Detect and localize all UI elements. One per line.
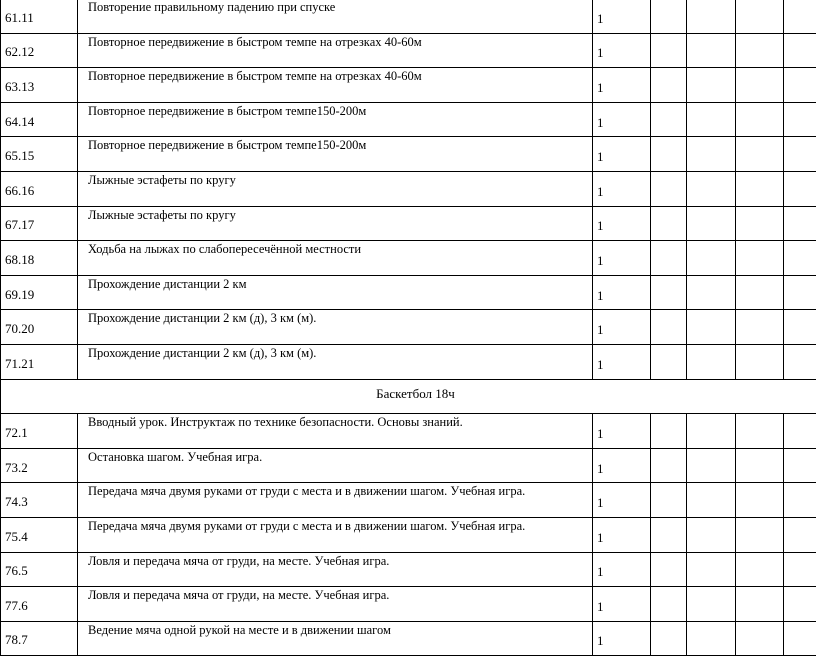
date-cell	[687, 517, 736, 552]
lesson-hours-cell: 1	[593, 206, 651, 241]
lesson-hours-cell: 1	[593, 344, 651, 379]
table-row	[1, 310, 816, 345]
date-cell	[736, 517, 784, 552]
lesson-hours-cell: 1	[593, 275, 651, 310]
date-cell	[784, 310, 816, 345]
table-row	[1, 414, 816, 449]
lesson-number-cell: 72.1	[1, 414, 78, 449]
date-cell	[687, 33, 736, 68]
date-cell	[736, 171, 784, 206]
lesson-topic-cell: Передача мяча двумя руками от груди с места и в движении шагом. Учебная игра.	[78, 483, 593, 518]
date-cell	[687, 68, 736, 103]
lesson-number-cell: 64.14	[1, 102, 78, 137]
table-row	[1, 621, 816, 656]
date-cell	[784, 102, 816, 137]
lesson-hours-cell: 1	[593, 517, 651, 552]
date-cell	[736, 310, 784, 345]
date-cell	[687, 275, 736, 310]
lesson-number-cell: 78.7	[1, 621, 78, 656]
date-cell	[736, 587, 784, 622]
table-row	[1, 483, 816, 518]
lesson-number-cell: 63.13	[1, 68, 78, 103]
date-cell	[736, 0, 784, 33]
date-cell	[736, 102, 784, 137]
date-cell	[784, 68, 816, 103]
lesson-topic-cell: Прохождение дистанции 2 км	[78, 275, 593, 310]
date-cell	[736, 552, 784, 587]
date-cell	[784, 137, 816, 172]
date-cell	[784, 206, 816, 241]
table-row	[1, 171, 816, 206]
lesson-number-cell: 77.6	[1, 587, 78, 622]
lesson-topic-cell: Передача мяча двумя руками от груди с места и в движении шагом. Учебная игра.	[78, 517, 593, 552]
lesson-topic-cell: Ловля и передача мяча от груди, на месте. Учебная игра.	[78, 552, 593, 587]
date-cell	[651, 517, 687, 552]
section-title: Баскетбол 18ч	[1, 379, 816, 414]
date-cell	[687, 552, 736, 587]
date-cell	[736, 206, 784, 241]
table-row	[1, 102, 816, 137]
lesson-number-cell: 66.16	[1, 171, 78, 206]
lesson-topic-cell: Повторное передвижение в быстром темпе150-200м	[78, 102, 593, 137]
table-row	[1, 137, 816, 172]
date-cell	[651, 448, 687, 483]
date-cell	[784, 483, 816, 518]
lesson-hours-cell: 1	[593, 448, 651, 483]
lesson-hours-cell: 1	[593, 33, 651, 68]
date-cell	[784, 621, 816, 656]
lesson-number-cell: 67.17	[1, 206, 78, 241]
date-cell	[651, 552, 687, 587]
date-cell	[651, 621, 687, 656]
table-row	[1, 275, 816, 310]
lesson-number-cell: 68.18	[1, 241, 78, 276]
date-cell	[784, 275, 816, 310]
date-cell	[687, 206, 736, 241]
date-cell	[784, 552, 816, 587]
date-cell	[784, 0, 816, 33]
lesson-hours-cell: 1	[593, 621, 651, 656]
date-cell	[736, 68, 784, 103]
lesson-hours-cell: 1	[593, 310, 651, 345]
date-cell	[784, 171, 816, 206]
date-cell	[687, 310, 736, 345]
table-row	[1, 0, 816, 33]
lesson-topic-cell: Прохождение дистанции 2 км (д), 3 км (м).	[78, 344, 593, 379]
date-cell	[687, 171, 736, 206]
date-cell	[736, 241, 784, 276]
lesson-hours-cell: 1	[593, 68, 651, 103]
date-cell	[736, 483, 784, 518]
date-cell	[651, 310, 687, 345]
lesson-number-cell: 65.15	[1, 137, 78, 172]
table-row	[1, 587, 816, 622]
date-cell	[736, 344, 784, 379]
date-cell	[784, 33, 816, 68]
lesson-number-cell: 69.19	[1, 275, 78, 310]
date-cell	[736, 275, 784, 310]
date-cell	[736, 137, 784, 172]
lesson-topic-cell: Прохождение дистанции 2 км (д), 3 км (м).	[78, 310, 593, 345]
date-cell	[687, 587, 736, 622]
date-cell	[736, 414, 784, 449]
table-row	[1, 344, 816, 379]
lesson-number-cell: 73.2	[1, 448, 78, 483]
date-cell	[687, 102, 736, 137]
date-cell	[651, 275, 687, 310]
date-cell	[651, 241, 687, 276]
lesson-topic-cell: Лыжные эстафеты по кругу	[78, 206, 593, 241]
lesson-hours-cell: 1	[593, 483, 651, 518]
date-cell	[784, 414, 816, 449]
date-cell	[651, 483, 687, 518]
table-row	[1, 68, 816, 103]
date-cell	[651, 137, 687, 172]
date-cell	[651, 206, 687, 241]
table-row	[1, 33, 816, 68]
lesson-topic-cell: Ведение мяча одной рукой на месте и в движении шагом	[78, 621, 593, 656]
lesson-hours-cell: 1	[593, 241, 651, 276]
date-cell	[651, 344, 687, 379]
lesson-number-cell: 61.11	[1, 0, 78, 33]
date-cell	[651, 0, 687, 33]
lesson-topic-cell: Повторное передвижение в быстром темпе150-200м	[78, 137, 593, 172]
date-cell	[651, 102, 687, 137]
date-cell	[687, 448, 736, 483]
lesson-topic-cell: Ходьба на лыжах по слабопересечённой местности	[78, 241, 593, 276]
date-cell	[784, 448, 816, 483]
lesson-hours-cell: 1	[593, 171, 651, 206]
lesson-topic-cell: Вводный урок. Инструктаж по технике безопасности. Основы знаний.	[78, 414, 593, 449]
lesson-number-cell: 71.21	[1, 344, 78, 379]
table-row	[1, 206, 816, 241]
date-cell	[784, 517, 816, 552]
date-cell	[736, 448, 784, 483]
date-cell	[687, 137, 736, 172]
table-row	[1, 241, 816, 276]
lesson-topic-cell: Повторное передвижение в быстром темпе на отрезках 40-60м	[78, 33, 593, 68]
section-row	[1, 379, 816, 414]
lesson-hours-cell: 1	[593, 414, 651, 449]
lesson-hours-cell: 1	[593, 552, 651, 587]
lesson-topic-cell: Повторное передвижение в быстром темпе на отрезках 40-60м	[78, 68, 593, 103]
date-cell	[687, 344, 736, 379]
date-cell	[651, 33, 687, 68]
lesson-hours-cell: 1	[593, 102, 651, 137]
lesson-topic-cell: Ловля и передача мяча от груди, на месте. Учебная игра.	[78, 587, 593, 622]
lesson-number-cell: 76.5	[1, 552, 78, 587]
lesson-number-cell: 62.12	[1, 33, 78, 68]
table-row	[1, 448, 816, 483]
lesson-hours-cell: 1	[593, 0, 651, 33]
date-cell	[651, 171, 687, 206]
date-cell	[687, 414, 736, 449]
lesson-hours-cell: 1	[593, 587, 651, 622]
date-cell	[651, 414, 687, 449]
lesson-topic-cell: Остановка шагом. Учебная игра.	[78, 448, 593, 483]
date-cell	[784, 587, 816, 622]
date-cell	[687, 483, 736, 518]
date-cell	[784, 344, 816, 379]
table-row	[1, 517, 816, 552]
table-row	[1, 552, 816, 587]
lesson-topic-cell: Лыжные эстафеты по кругу	[78, 171, 593, 206]
lesson-number-cell: 74.3	[1, 483, 78, 518]
date-cell	[687, 0, 736, 33]
date-cell	[736, 33, 784, 68]
lesson-number-cell: 70.20	[1, 310, 78, 345]
lesson-plan-body	[1, 0, 816, 656]
date-cell	[651, 68, 687, 103]
date-cell	[651, 587, 687, 622]
date-cell	[784, 241, 816, 276]
lesson-hours-cell: 1	[593, 137, 651, 172]
date-cell	[687, 241, 736, 276]
date-cell	[736, 621, 784, 656]
lesson-number-cell: 75.4	[1, 517, 78, 552]
date-cell	[687, 621, 736, 656]
lesson-topic-cell: Повторение правильному падению при спуске	[78, 0, 593, 33]
